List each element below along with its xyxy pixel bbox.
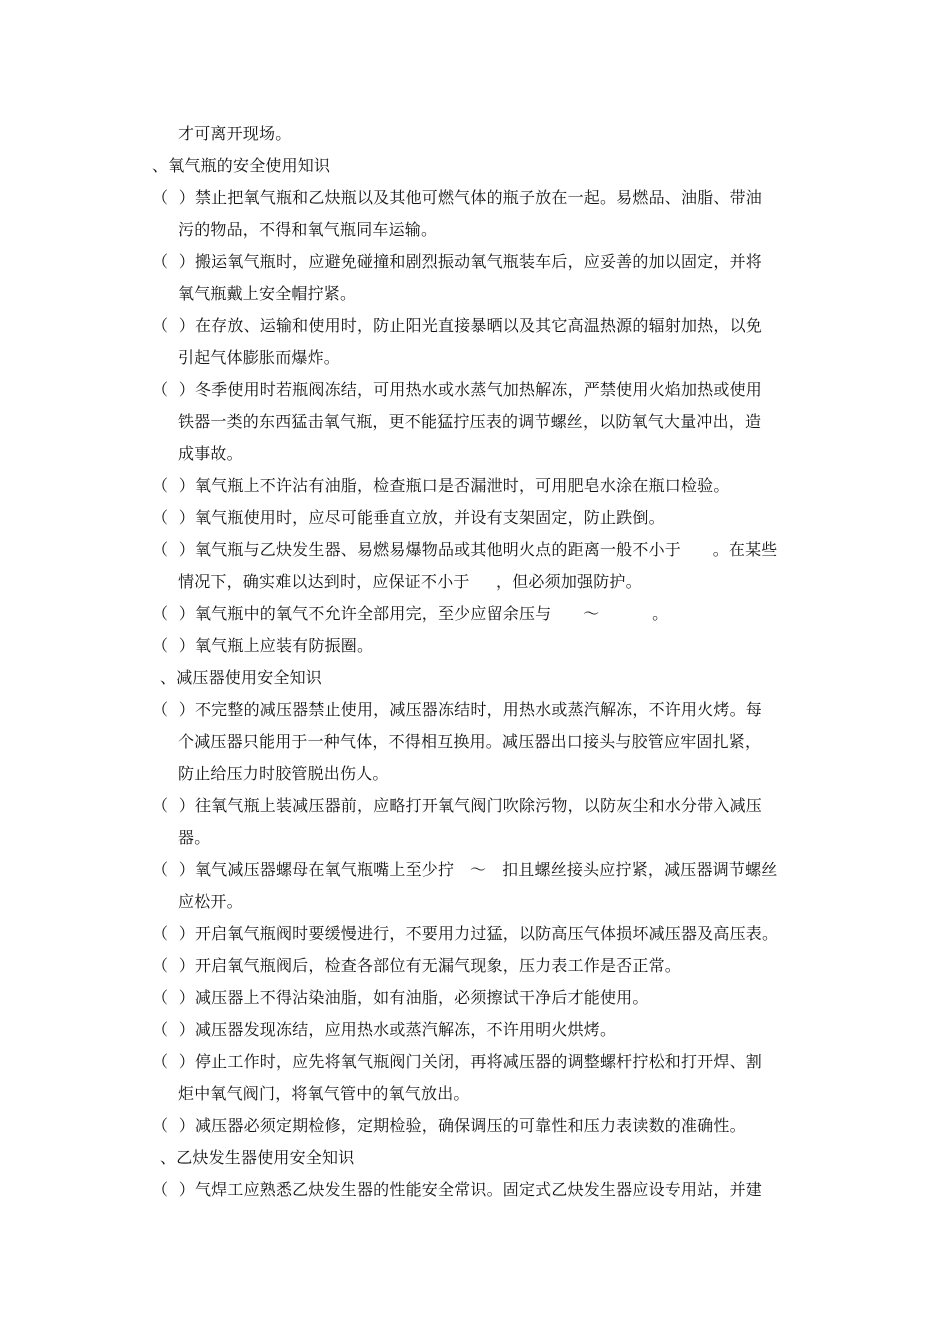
text-line: 情况下，确实难以达到时，应保证不小于 ，但必须加强防护。 <box>178 572 642 591</box>
list-item: （ ）减压器必须定期检修，定期检验，确保调压的可靠性和压力表读数的准确性。 <box>152 1116 746 1135</box>
text-line: 防止给压力时胶管脱出伤人。 <box>178 764 389 783</box>
list-item: （ ）氧气瓶使用时，应尽可能垂直立放，并设有支架固定，防止跌倒。 <box>152 508 665 527</box>
section-heading-pressure-reducer: 、减压器使用安全知识 <box>160 668 323 687</box>
text-line: 炬中氧气阀门，将氧气管中的氧气放出。 <box>178 1084 470 1103</box>
list-item: （ ）氧气瓶与乙炔发生器、易燃易爆物品或其他明火点的距离一般不小于 。在某些 <box>152 540 778 559</box>
list-item: （ ）禁止把氧气瓶和乙炔瓶以及其他可燃气体的瓶子放在一起。易燃品、油脂、带油 <box>152 188 762 207</box>
text-line: 才可离开现场。 <box>178 124 292 143</box>
text-line: 氧气瓶戴上安全帽拧紧。 <box>178 284 357 303</box>
list-item: （ ）氧气瓶上不许沾有油脂，检查瓶口是否漏泄时，可用肥皂水涂在瓶口检验。 <box>152 476 730 495</box>
section-heading-acetylene-generator: 、乙炔发生器使用安全知识 <box>160 1148 355 1167</box>
list-item: （ ）减压器上不得沾染油脂，如有油脂，必须擦试干净后才能使用。 <box>152 988 649 1007</box>
section-heading-oxygen-cylinder: 、氧气瓶的安全使用知识 <box>152 156 331 175</box>
list-item: （ ）开启氧气瓶阀时要缓慢进行，不要用力过猛，以防高压气体损坏减压器及高压表。 <box>152 924 779 943</box>
list-item: （ ）氧气瓶中的氧气不允许全部用完，至少应留余压与 ～ 。 <box>152 604 669 623</box>
list-item: （ ）氧气瓶上应装有防振圈。 <box>152 636 374 655</box>
list-item: （ ）不完整的减压器禁止使用，减压器冻结时，用热水或蒸汽解冻，不许用火烤。每 <box>152 700 762 719</box>
text-line: 污的物品，不得和氧气瓶同车运输。 <box>178 220 438 239</box>
list-item: （ ）往氧气瓶上装减压器前，应略打开氧气阀门吹除污物，以防灰尘和水分带入减压 <box>152 796 762 815</box>
list-item: （ ）减压器发现冻结，应用热水或蒸汽解冻，不许用明火烘烤。 <box>152 1020 617 1039</box>
text-line: 铁器一类的东西猛击氧气瓶，更不能猛拧压表的调节螺丝，以防氧气大量冲出，造 <box>178 412 762 431</box>
list-item: （ ）停止工作时，应先将氧气瓶阀门关闭，再将减压器的调整螺杆拧松和打开焊、割 <box>152 1052 762 1071</box>
text-line: 应松开。 <box>178 892 243 911</box>
list-item: （ ）冬季使用时若瓶阀冻结，可用热水或水蒸气加热解冻，严禁使用火焰加热或使用 <box>152 380 762 399</box>
text-line: 个减压器只能用于一种气体，不得相互换用。减压器出口接头与胶管应牢固扎紧， <box>178 732 762 751</box>
text-line: 引起气体膨胀而爆炸。 <box>178 348 341 367</box>
list-item: （ ）在存放、运输和使用时，防止阳光直接暴晒以及其它高温热源的辐射加热，以免 <box>152 316 762 335</box>
list-item: （ ）气焊工应熟悉乙炔发生器的性能安全常识。固定式乙炔发生器应设专用站，并建 <box>152 1180 762 1199</box>
list-item: （ ）氧气减压器螺母在氧气瓶嘴上至少拧 ～ 扣且螺丝接头应拧紧，减压器调节螺丝 <box>152 860 778 879</box>
list-item: （ ）开启氧气瓶阀后，检查各部位有无漏气现象，压力表工作是否正常。 <box>152 956 681 975</box>
text-line: 器。 <box>178 828 211 847</box>
list-item: （ ）搬运氧气瓶时，应避免碰撞和剧烈振动氧气瓶装车后，应妥善的加以固定，并将 <box>152 252 762 271</box>
text-line: 成事故。 <box>178 444 243 463</box>
